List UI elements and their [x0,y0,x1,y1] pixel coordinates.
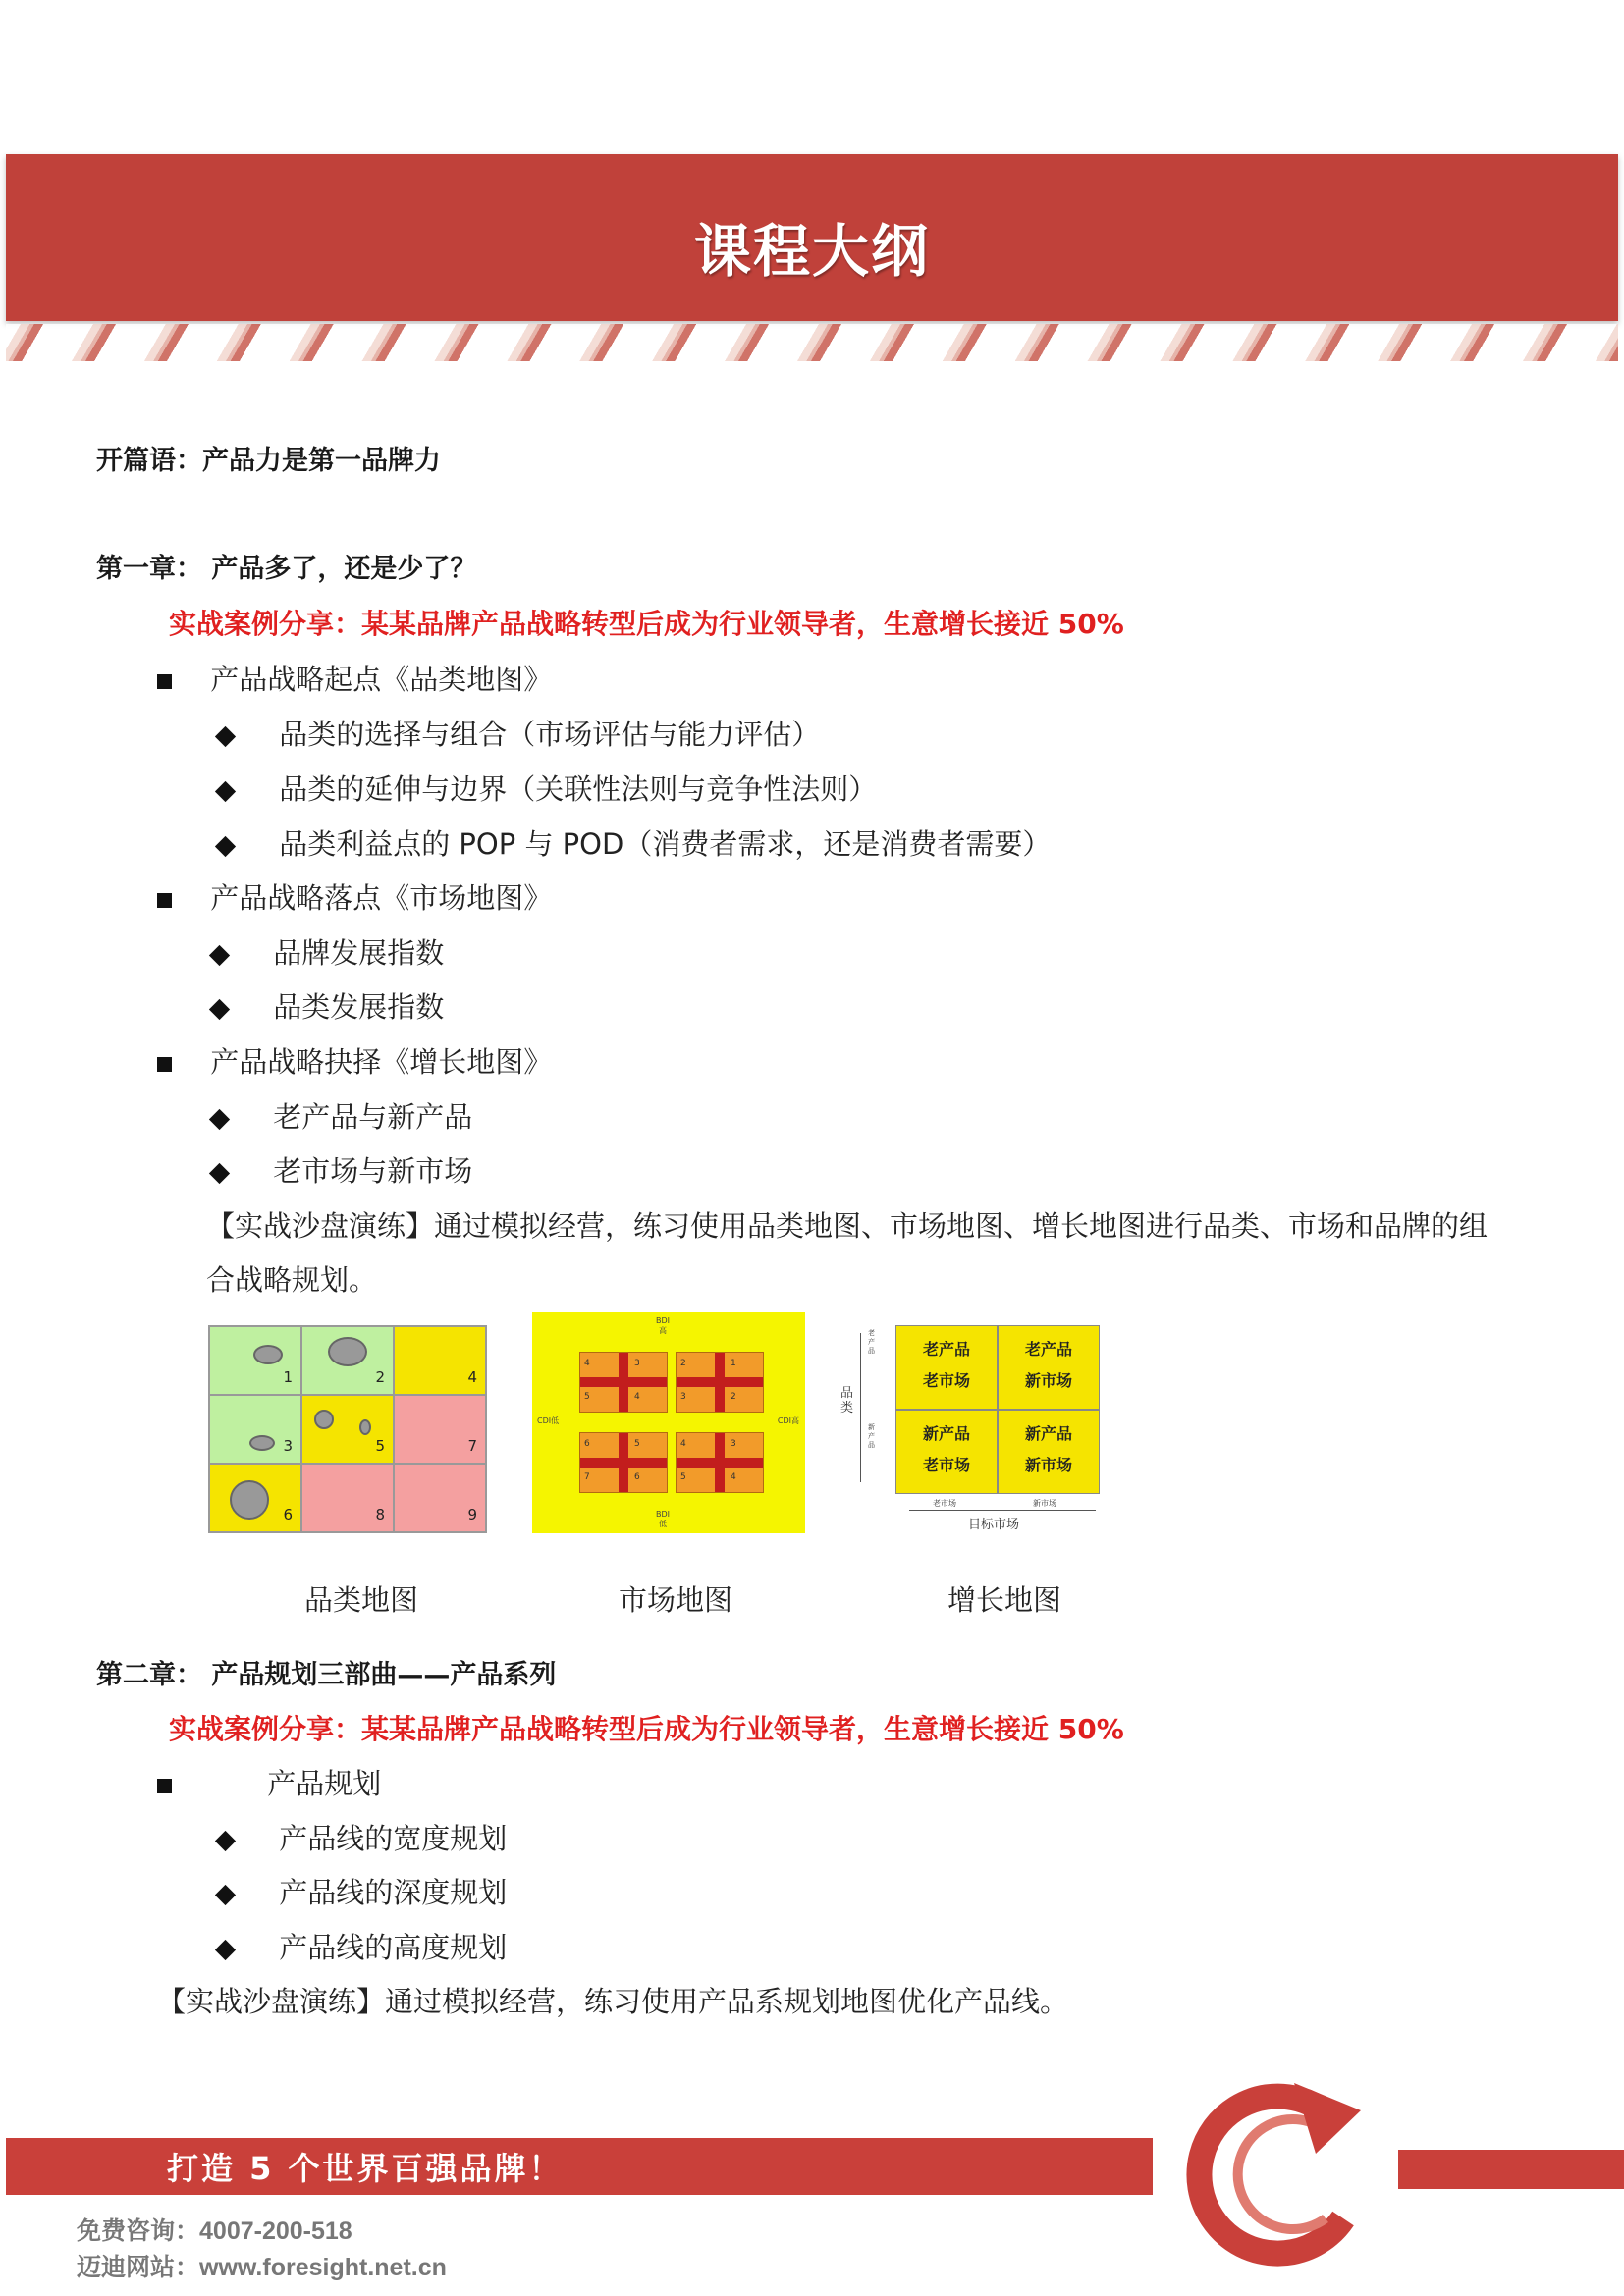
growth-map [831,1325,1115,1536]
ch1-s1-item-2-text: 品类的延伸与边界（关联性法则与竞争性法则） [279,773,878,806]
diamond-bullet-icon [215,726,236,747]
phone-number: 4007-200-518 [199,2217,352,2245]
square-bullet-icon [157,674,172,689]
ch2-item-3 [218,1926,507,1966]
ch1-s1-item-1-text: 品类的选择与组合（市场评估与能力评估） [279,718,821,751]
diamond-bullet-icon [215,1831,236,1851]
page-title: 课程大纲 [693,218,930,285]
diamond-bullet-icon [215,1885,236,1905]
category-map-cell [209,1395,301,1464]
growth-cell: 老产品 新市场 [998,1325,1100,1410]
ch2-item-1 [218,1817,507,1857]
footer-website [77,2248,447,2283]
ch2-item-2 [218,1871,507,1911]
chapter2-case: 实战案例分享：某某品牌产品战略转型后成为行业领导者，生意增长接近 50% [169,1713,1124,1745]
growth-y-axis [860,1333,861,1482]
cell-number: 1 [283,1368,293,1386]
ch1-s3-item-2-text: 老市场与新市场 [273,1154,473,1188]
diamond-bullet-icon [215,781,236,802]
diamond-bullet-icon [209,1163,230,1184]
bdi-low-label: BDI 低 [656,1510,671,1528]
ch1-section-1-label: 产品战略起点《品类地图》 [210,663,553,696]
blob-shape [359,1419,371,1435]
category-map-cell [209,1326,301,1395]
category-map-cell [394,1464,486,1532]
cell-number: 8 [375,1506,385,1523]
square-bullet-icon [157,1057,172,1072]
square-bullet-icon [157,1779,172,1793]
growth-cell: 新产品 老市场 [895,1410,998,1494]
category-map-cell [301,1326,394,1395]
footer-phone [77,2212,352,2247]
market-quadrant: 6 5 7 6 [579,1432,668,1493]
cdi-high-label: CDI高 [777,1416,799,1425]
ch1-section-2 [157,877,552,917]
ch1-section-3-label: 产品战略抉择《增长地图》 [210,1045,553,1079]
ch1-section-3 [157,1041,552,1081]
cell-number: 5 [375,1437,385,1455]
circular-arrow-icon [1178,2071,1384,2277]
category-map-cell [301,1395,394,1464]
ch1-s1-item-3-text: 品类利益点的 POP 与 POD（消费者需求，还是消费者需要） [279,828,1052,861]
circular-arrow-logo [1178,2071,1384,2277]
category-map-cell [394,1395,486,1464]
diamond-bullet-icon [215,836,236,857]
diamond-bullet-icon [209,945,230,966]
ch1-section-2-label: 产品战略落点《市场地图》 [210,881,553,915]
diamond-bullet-icon [215,1940,236,1960]
market-quadrant: 4 3 5 4 [676,1432,764,1493]
ch1-exercise-line1: 【实战沙盘演练】通过模拟经营，练习使用品类地图、市场地图、增长地图进行品类、市场和品牌的组 [206,1209,1489,1243]
chapter1-case: 实战案例分享：某某品牌产品战略转型后成为行业领导者，生意增长接近 50% [169,608,1124,640]
category-map-cell [301,1464,394,1532]
category-map [208,1325,487,1533]
category-map-caption: 品类地图 [304,1583,419,1617]
category-map-cell [209,1464,301,1532]
blob-shape [328,1337,367,1366]
cell-number: 9 [467,1506,477,1523]
chapter2-title: 第二章： 产品规划三部曲——产品系列 [96,1660,557,1690]
ch1-s1-item-2 [218,768,877,808]
ch1-s3-item-1 [212,1095,472,1136]
ch1-s3-item-1-text: 老产品与新产品 [273,1100,473,1134]
header-stripes [6,324,1618,361]
growth-y-bottom-label: 新产品 [868,1423,875,1449]
cell-number: 4 [467,1368,477,1386]
ch1-s2-item-2-text: 品类发展指数 [273,990,445,1024]
category-map-cell [394,1326,486,1395]
growth-map-caption: 增长地图 [947,1583,1062,1617]
cell-number: 2 [375,1368,385,1386]
blob-shape [230,1480,269,1520]
ch1-s1-item-3 [218,823,1051,863]
ch1-exercise-line2: 合战略规划。 [206,1263,378,1297]
cdi-low-label: CDI低 [537,1416,560,1425]
growth-cell: 老产品 老市场 [895,1325,998,1410]
growth-x-left-label: 老市场 [933,1499,956,1508]
site-url: www.foresight.net.cn [199,2254,447,2281]
market-map-caption: 市场地图 [619,1583,733,1617]
ch2-exercise: 【实战沙盘演练】通过模拟经营，练习使用产品系规划地图优化产品线。 [157,1985,1069,2018]
ch2-section [157,1762,381,1802]
market-quadrant: 4 3 5 4 [579,1352,668,1413]
diamond-bullet-icon [209,999,230,1020]
footer-band-right [1398,2150,1624,2189]
ch1-section-1 [157,658,552,698]
market-quadrant: 2 1 3 2 [676,1352,764,1413]
ch2-section-label: 产品规划 [267,1767,382,1800]
growth-x-axis [909,1510,1096,1511]
cell-number: 6 [283,1506,293,1523]
cell-number: 3 [283,1437,293,1455]
blob-shape [253,1345,283,1364]
ch1-s2-item-1 [212,932,444,972]
chapter1-title: 第一章： 产品多了，还是少了？ [96,554,477,584]
site-label: 迈迪网站： [77,2254,200,2281]
ch2-item-3-text: 产品线的高度规划 [279,1931,508,1964]
ch1-s2-item-2 [212,986,444,1026]
header-banner [6,154,1618,321]
diamond-bullet-icon [209,1109,230,1130]
growth-y-label: 品类 [840,1386,854,1415]
growth-cell: 新产品 新市场 [998,1410,1100,1494]
ch1-s2-item-1-text: 品牌发展指数 [273,936,445,970]
ch2-item-2-text: 产品线的深度规划 [279,1876,508,1909]
ch1-s3-item-2 [212,1149,472,1190]
growth-x-right-label: 新市场 [1033,1499,1056,1508]
phone-label: 免费咨询： [77,2217,200,2245]
market-map [532,1312,805,1533]
footer-slogan: 打造 5 个世界百强品牌！ [167,2150,564,2187]
blob-shape [314,1410,334,1429]
growth-x-label: 目标市场 [968,1518,1020,1532]
ch1-s1-item-1 [218,713,820,753]
bdi-high-label: BDI 高 [656,1316,671,1335]
growth-y-top-label: 老产品 [868,1329,875,1355]
blob-shape [249,1435,275,1451]
intro-heading: 开篇语：产品力是第一品牌力 [96,446,441,476]
square-bullet-icon [157,893,172,908]
cell-number: 7 [467,1437,477,1455]
ch2-item-1-text: 产品线的宽度规划 [279,1822,508,1855]
